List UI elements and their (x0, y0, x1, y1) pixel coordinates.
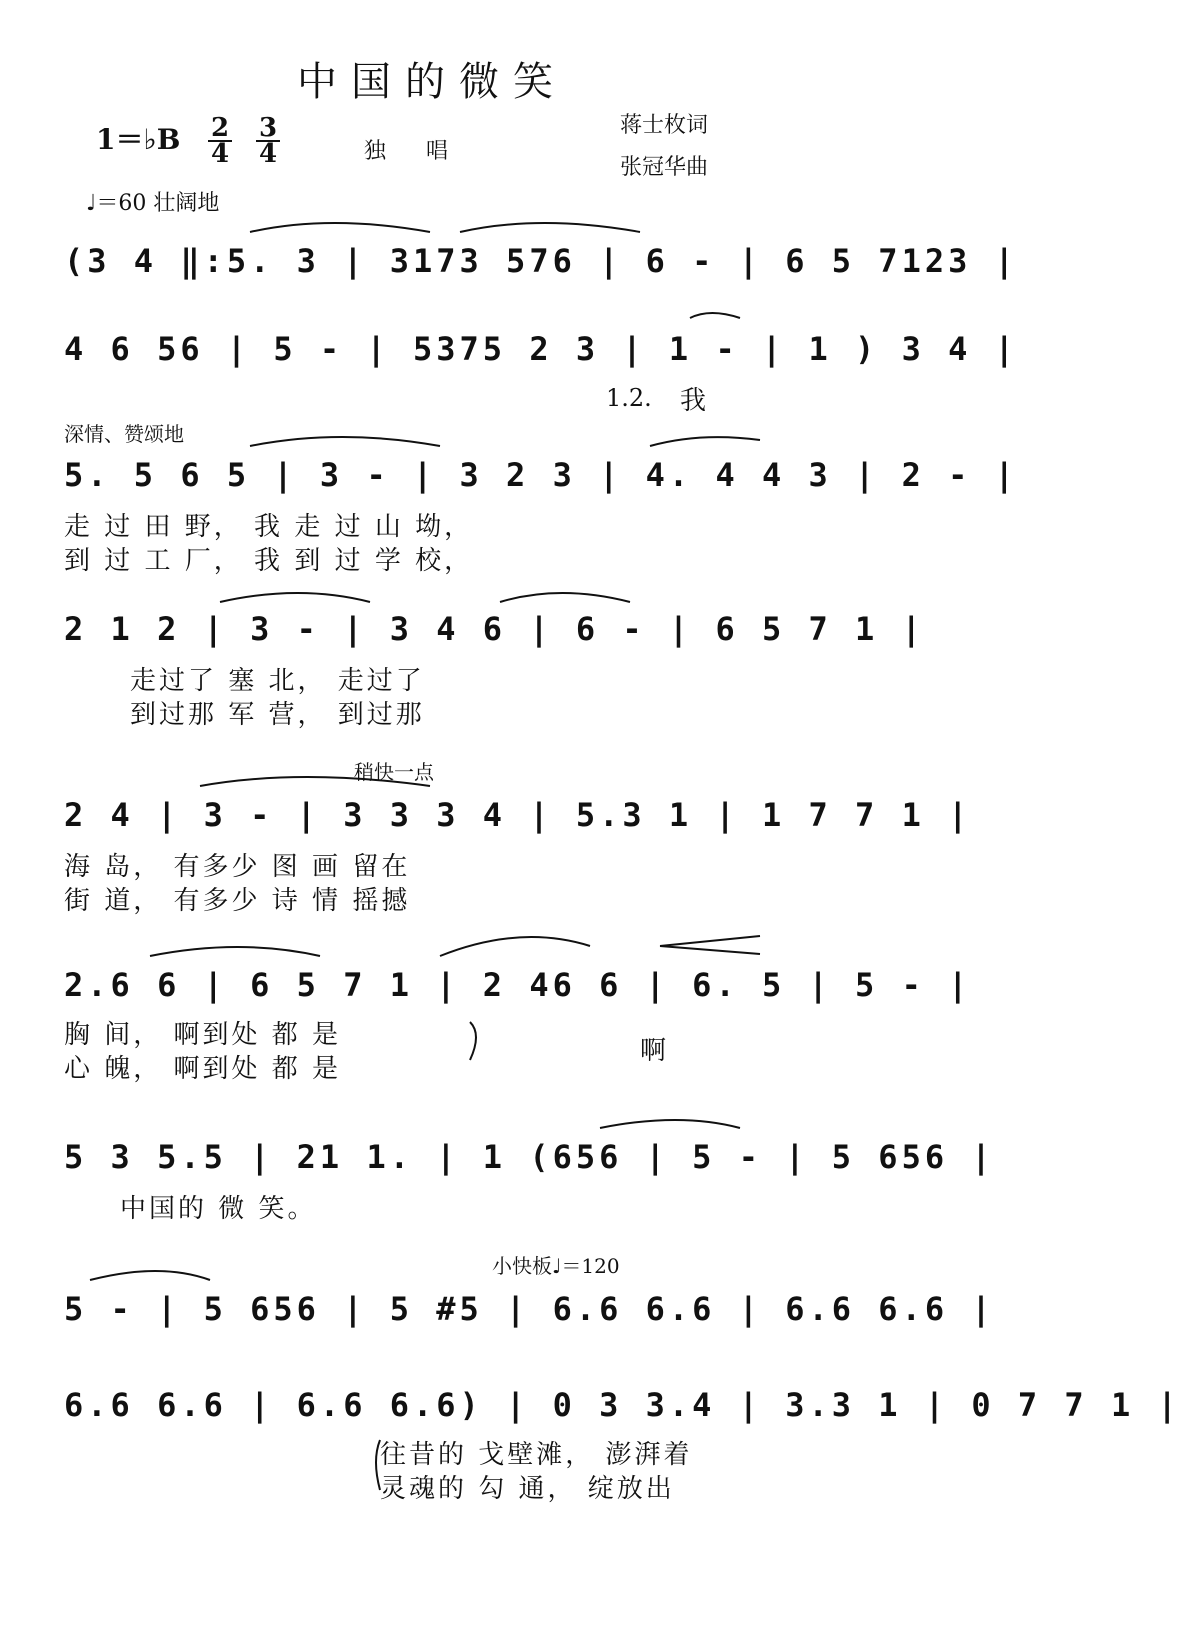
lyrics-row-7: 中国的 微 笑。 (120, 1194, 317, 1224)
composer-credit: 张冠华曲 (620, 155, 709, 180)
tempo-marking: ♩＝60 壮阔地 (86, 191, 220, 216)
lyrics-row-9-verse-2: 灵魂的 勾 通， 绽放出 (380, 1474, 675, 1504)
lyrics-row-3-verse-1: 走 过 田 野， 我 走 过 山 坳， (64, 512, 474, 542)
expression-affectionate: 深情、赞颂地 (64, 422, 184, 446)
expression-allegretto: 小快板♩＝120 (492, 1254, 620, 1278)
lyrics-row-5-verse-2: 街 道， 有多少 诗 情 摇撼 (64, 886, 411, 916)
notation-row-2: 4 6 56 | 5 - | 5375 2 3 | 1 - | 1 ) 3 4 | (64, 330, 1018, 368)
notation-row-8: 5 - | 5 656 | 5 #5 | 6.6 6.6 | 6.6 6.6 | (64, 1290, 995, 1328)
time-signature-3-4: $\frac{3}{4}$ (256, 116, 280, 166)
lyric-wo: 我 (680, 386, 710, 416)
notation-row-1: (3 4 ‖:5. 3 | 3173 576 | 6 - | 6 5 7123 | (64, 242, 1018, 280)
notation-row-5: 2 4 | 3 - | 3 3 3 4 | 5.3 1 | 1 7 7 1 | (64, 796, 972, 834)
lyrics-row-6-verse-1: 胸 间， 啊到处 都 是 (64, 1020, 342, 1050)
notation-row-6: 2.6 6 | 6 5 7 1 | 2 46 6 | 6. 5 | 5 - | (64, 966, 972, 1004)
notation-row-9: 6.6 6.6 | 6.6 6.6) | 0 3 3.4 | 3.3 1 | 0 7 7 1 | (64, 1386, 1181, 1424)
expression-faster: 稍快一点 (354, 760, 434, 784)
lyricist-credit: 蒋士枚词 (620, 113, 709, 138)
lyrics-row-6-verse-2: 心 魄， 啊到处 都 是 (64, 1054, 342, 1084)
lyric-a: 啊 (640, 1036, 670, 1066)
lyrics-row-4-verse-2: 到过那 军 营， 到过那 (130, 700, 425, 730)
lyrics-row-4-verse-1: 走过了 塞 北， 走过了 (130, 666, 425, 696)
notation-row-4: 2 1 2 | 3 - | 3 4 6 | 6 - | 6 5 7 1 | (64, 610, 925, 648)
lyrics-row-5-verse-1: 海 岛， 有多少 图 画 留在 (64, 852, 411, 882)
time-signature-2-4: $\frac{2}{4}$ (208, 116, 232, 166)
performance-type: 独唱 (364, 139, 489, 164)
key-signature: 1＝♭B (96, 123, 181, 156)
lyrics-row-9-verse-1: 往昔的 戈壁滩， 澎湃着 (380, 1440, 693, 1470)
verse-marker: 1.2. (606, 384, 652, 412)
song-title: 中国的微笑 (297, 59, 567, 105)
lyrics-row-3-verse-2: 到 过 工 厂， 我 到 过 学 校， (64, 546, 474, 576)
notation-row-7: 5 3 5.5 | 21 1. | 1 (656 | 5 - | 5 656 | (64, 1138, 995, 1176)
notation-row-3: 5. 5 6 5 | 3 - | 3 2 3 | 4. 4 4 3 | 2 - | (64, 456, 1018, 494)
